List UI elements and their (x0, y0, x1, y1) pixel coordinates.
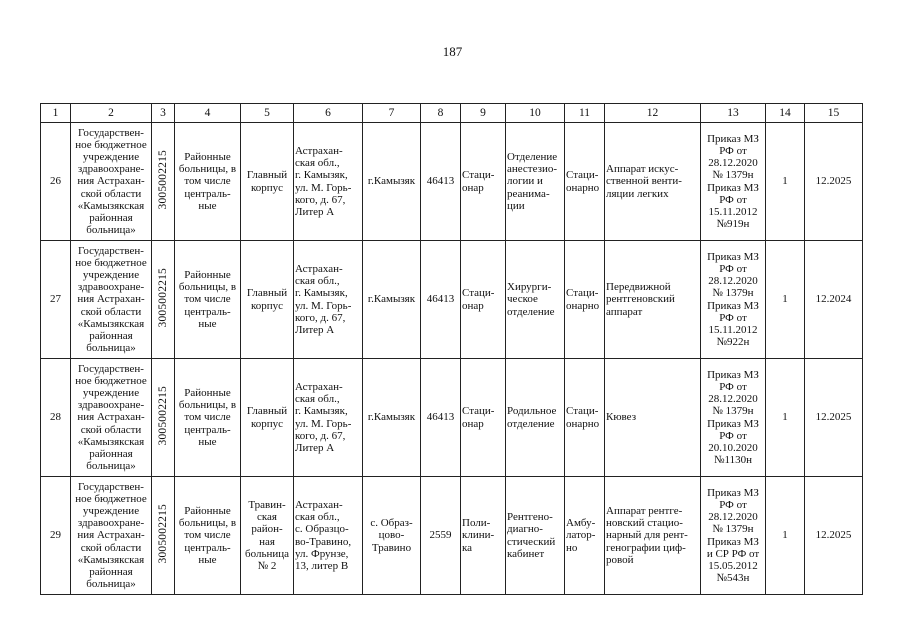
delivery-date: 12.2025 (805, 123, 863, 241)
column-header: 3 (152, 104, 175, 123)
organization-name: Государствен- ное бюджетное учреждение здравоохране- ния Астрахан- ской области «Камызякская районная больница» (71, 123, 152, 241)
department: Родильное отделение (506, 359, 565, 477)
column-header: 1 (41, 104, 71, 123)
column-header: 2 (71, 104, 152, 123)
row-number: 28 (41, 359, 71, 477)
organization-name: Государствен- ное бюджетное учреждение здравоохране- ния Астрахан- ской области «Камызякская районная больница» (71, 359, 152, 477)
row-number: 29 (41, 477, 71, 595)
table-row (41, 241, 863, 359)
column-header: 10 (506, 104, 565, 123)
table-row (41, 359, 863, 477)
care-condition: Стаци- онар (461, 241, 506, 359)
quantity: 1 (766, 477, 805, 595)
delivery-date: 12.2025 (805, 359, 863, 477)
regulatory-order: Приказ МЗ РФ от 28.12.2020 № 1379н Приказ МЗ и СР РФ от 15.05.2012 №543н (701, 477, 766, 595)
header-row (41, 104, 863, 123)
oktmo-code: 46413 (421, 359, 461, 477)
organization-code: 3005002215 (156, 504, 169, 564)
equipment-name: Аппарат искус- ственной венти- ляции легких (605, 123, 701, 241)
care-form: Стаци- онарно (565, 359, 605, 477)
organization-name: Государствен- ное бюджетное учреждение здравоохране- ния Астрахан- ской области «Камызякская районная больница» (71, 241, 152, 359)
quantity: 1 (766, 123, 805, 241)
department: Отделение анестезио- логии и реанима- ции (506, 123, 565, 241)
column-header: 12 (605, 104, 701, 123)
quantity: 1 (766, 359, 805, 477)
column-header: 5 (241, 104, 294, 123)
row-number: 27 (41, 241, 71, 359)
oktmo-code: 46413 (421, 123, 461, 241)
column-header: 4 (175, 104, 241, 123)
address: Астрахан- ская обл., г. Камызяк, ул. М. Горь- кого, д. 67, Литер А (294, 241, 363, 359)
column-header: 8 (421, 104, 461, 123)
facility-type: Районные больницы, в том числе централь- ные (175, 123, 241, 241)
column-header: 11 (565, 104, 605, 123)
building-name: Травин- ская район- ная больница № 2 (241, 477, 294, 595)
delivery-date: 12.2024 (805, 241, 863, 359)
oktmo-code: 46413 (421, 241, 461, 359)
locality: г.Камызяк (363, 123, 421, 241)
department: Хирурги- ческое отделение (506, 241, 565, 359)
care-condition: Стаци- онар (461, 123, 506, 241)
care-condition: Поли- клини- ка (461, 477, 506, 595)
equipment-name: Передвижной рентгеновский аппарат (605, 241, 701, 359)
column-header: 9 (461, 104, 506, 123)
column-header: 14 (766, 104, 805, 123)
care-form: Стаци- онарно (565, 123, 605, 241)
care-form: Стаци- онарно (565, 241, 605, 359)
column-header: 6 (294, 104, 363, 123)
page-number: 187 (442, 44, 463, 59)
organization-name: Государствен- ное бюджетное учреждение здравоохране- ния Астрахан- ской области «Камызякская районная больница» (71, 477, 152, 595)
locality: с. Образ- цово- Травино (363, 477, 421, 595)
column-header: 7 (363, 104, 421, 123)
facility-type: Районные больницы, в том числе централь- ные (175, 477, 241, 595)
care-condition: Стаци- онар (461, 359, 506, 477)
equipment-table (40, 103, 863, 595)
column-header: 15 (805, 104, 863, 123)
regulatory-order: Приказ МЗ РФ от 28.12.2020 № 1379н Приказ МЗ РФ от 15.11.2012 №922н (701, 241, 766, 359)
facility-type: Районные больницы, в том числе централь- ные (175, 359, 241, 477)
organization-code: 3005002215 (156, 150, 169, 210)
facility-type: Районные больницы, в том числе централь- ные (175, 241, 241, 359)
building-name: Главный корпус (241, 123, 294, 241)
care-form: Амбу- латор- но (565, 477, 605, 595)
department: Рентгено- диагно- стический кабинет (506, 477, 565, 595)
locality: г.Камызяк (363, 241, 421, 359)
building-name: Главный корпус (241, 241, 294, 359)
organization-code: 3005002215 (156, 268, 169, 328)
address: Астрахан- ская обл., г. Камызяк, ул. М. Горь- кого, д. 67, Литер А (294, 359, 363, 477)
organization-code: 3005002215 (156, 386, 169, 446)
locality: г.Камызяк (363, 359, 421, 477)
row-number: 26 (41, 123, 71, 241)
regulatory-order: Приказ МЗ РФ от 28.12.2020 № 1379н Приказ МЗ РФ от 20.10.2020 №1130н (701, 359, 766, 477)
quantity: 1 (766, 241, 805, 359)
oktmo-code: 2559 (421, 477, 461, 595)
column-header: 13 (701, 104, 766, 123)
address: Астрахан- ская обл., с. Образцо- во-Травино, ул. Фрунзе, 13, литер В (294, 477, 363, 595)
regulatory-order: Приказ МЗ РФ от 28.12.2020 № 1379н Приказ МЗ РФ от 15.11.2012 №919н (701, 123, 766, 241)
delivery-date: 12.2025 (805, 477, 863, 595)
equipment-name: Кювез (605, 359, 701, 477)
table-row (41, 477, 863, 595)
equipment-name: Аппарат рентге- новский стацио- нарный для рент- генографии циф- ровой (605, 477, 701, 595)
table-row (41, 123, 863, 241)
building-name: Главный корпус (241, 359, 294, 477)
address: Астрахан- ская обл., г. Камызяк, ул. М. Горь- кого, д. 67, Литер А (294, 123, 363, 241)
